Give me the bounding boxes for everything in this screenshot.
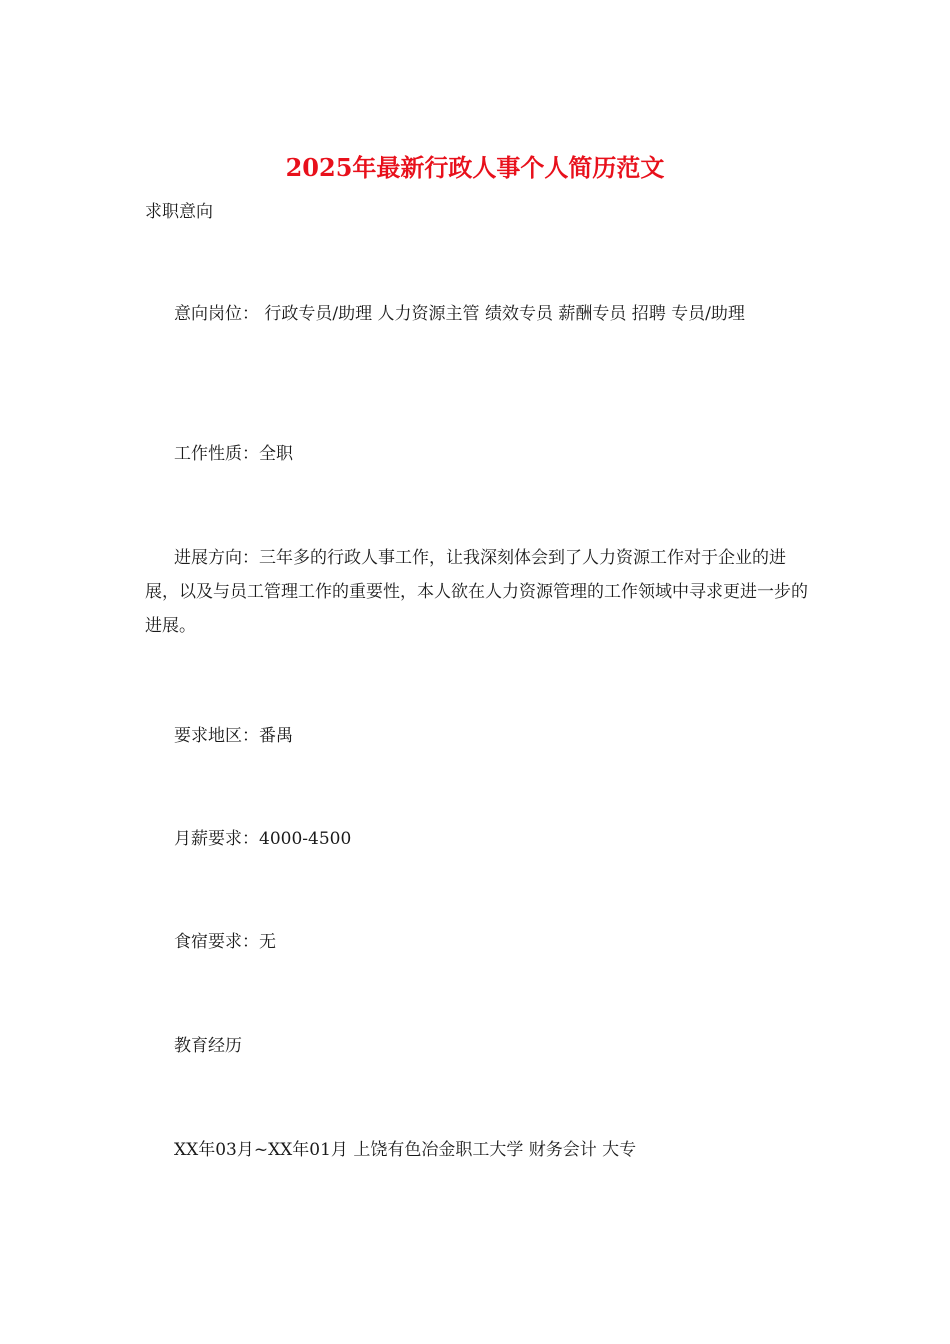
section-heading-job-intention: 求职意向 xyxy=(145,202,213,222)
document-title: 2025年最新行政人事个人简历范文 xyxy=(285,153,665,182)
paragraph-salary-requirement: 月薪要求：4000-4500 xyxy=(174,829,352,849)
paragraph-education-entry: XX年03月~XX年01月 上饶有色冶金职工大学 财务会计 大专 xyxy=(174,1140,637,1160)
section-heading-education: 教育经历 xyxy=(174,1036,242,1056)
paragraph-accommodation-requirement: 食宿要求：无 xyxy=(174,932,276,952)
paragraph-development-direction: 进展方向：三年多的行政人事工作，让我深刻体会到了人力资源工作对于企业的进展，以及与员工管理工作的重要性，本人欲在人力资源管理的工作领域中寻求更进一步的进展。 xyxy=(145,548,808,636)
paragraph-work-type: 工作性质：全职 xyxy=(174,444,293,464)
paragraph-target-positions: 意向岗位： 行政专员/助理 人力资源主管 绩效专员 薪酬专员 招聘 专员/助理 xyxy=(174,304,745,324)
paragraph-required-region: 要求地区：番禺 xyxy=(174,726,293,746)
